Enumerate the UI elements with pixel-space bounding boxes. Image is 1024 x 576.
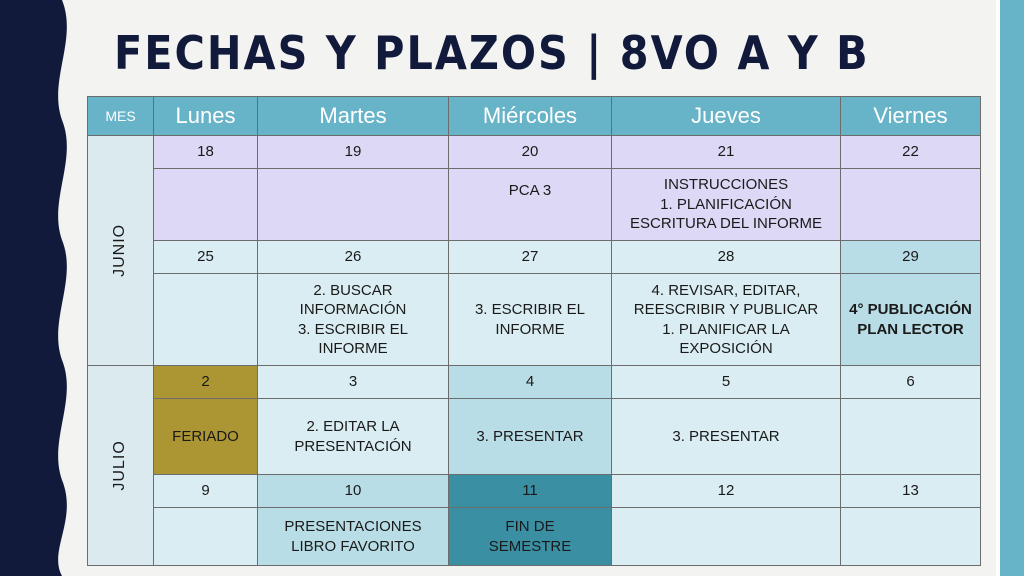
task-cell-semester-end: FIN DE SEMESTRE — [449, 508, 612, 566]
task-cell: 3. PRESENTAR — [612, 399, 841, 475]
page-title: FECHAS Y PLAZOS | 8VO A Y B — [114, 26, 870, 80]
month-label: JUNIO — [111, 223, 129, 277]
task-row — [88, 399, 981, 475]
date-cell: 4 — [449, 366, 612, 399]
task-cell: INSTRUCCIONES 1. PLANIFICACIÓN ESCRITURA DEL INFORME — [612, 169, 841, 241]
task-cell-holiday: FERIADO — [154, 399, 258, 475]
task-row — [88, 169, 981, 241]
month-cell-june — [88, 136, 154, 366]
header-viernes: Viernes — [841, 97, 981, 136]
task-cell: 2. BUSCAR INFORMACIÓN 3. ESCRIBIR EL INFORME — [258, 274, 449, 366]
task-cell: 2. EDITAR LA PRESENTACIÓN — [258, 399, 449, 475]
task-cell — [154, 169, 258, 241]
date-cell: 25 — [154, 241, 258, 274]
task-cell: 4. REVISAR, EDITAR, REESCRIBIR Y PUBLICAR 1. PLANIFICAR LA EXPOSICIÓN — [612, 274, 841, 366]
date-cell: 27 — [449, 241, 612, 274]
calendar-table — [87, 96, 981, 566]
task-row — [88, 274, 981, 366]
task-cell — [154, 508, 258, 566]
date-cell: 12 — [612, 475, 841, 508]
date-cell: 22 — [841, 136, 981, 169]
task-cell — [154, 274, 258, 366]
header-row — [88, 97, 981, 136]
task-cell-plan-lector: 4° PUBLICACIÓN PLAN LECTOR — [841, 274, 981, 366]
header-jueves: Jueves — [612, 97, 841, 136]
task-cell — [612, 508, 841, 566]
header-lunes: Lunes — [154, 97, 258, 136]
date-cell: 29 — [841, 241, 981, 274]
date-row — [88, 366, 981, 399]
date-cell: 3 — [258, 366, 449, 399]
date-cell-semester-end: 11 — [449, 475, 612, 508]
decorative-wave-border — [0, 0, 90, 576]
date-cell: 20 — [449, 136, 612, 169]
month-label: JULIO — [111, 440, 129, 491]
task-cell-pca: PCA 3 — [449, 169, 612, 241]
date-row — [88, 136, 981, 169]
date-cell: 9 — [154, 475, 258, 508]
task-cell — [841, 508, 981, 566]
date-cell: 19 — [258, 136, 449, 169]
date-cell: 21 — [612, 136, 841, 169]
task-cell: 3. PRESENTAR — [449, 399, 612, 475]
date-cell: 18 — [154, 136, 258, 169]
header-martes: Martes — [258, 97, 449, 136]
date-cell: 6 — [841, 366, 981, 399]
date-cell: 28 — [612, 241, 841, 274]
date-cell: 5 — [612, 366, 841, 399]
task-cell — [841, 169, 981, 241]
date-row — [88, 241, 981, 274]
header-miercoles: Miércoles — [449, 97, 612, 136]
header-mes: MES — [88, 97, 154, 136]
date-cell: 13 — [841, 475, 981, 508]
task-cell — [841, 399, 981, 475]
task-row — [88, 508, 981, 566]
date-cell: 10 — [258, 475, 449, 508]
task-cell: PRESENTACIONES LIBRO FAVORITO — [258, 508, 449, 566]
date-row — [88, 475, 981, 508]
date-cell-holiday: 2 — [154, 366, 258, 399]
task-cell: 3. ESCRIBIR EL INFORME — [449, 274, 612, 366]
task-cell — [258, 169, 449, 241]
date-cell: 26 — [258, 241, 449, 274]
right-accent-bar — [1000, 0, 1024, 576]
month-cell-july — [88, 366, 154, 566]
